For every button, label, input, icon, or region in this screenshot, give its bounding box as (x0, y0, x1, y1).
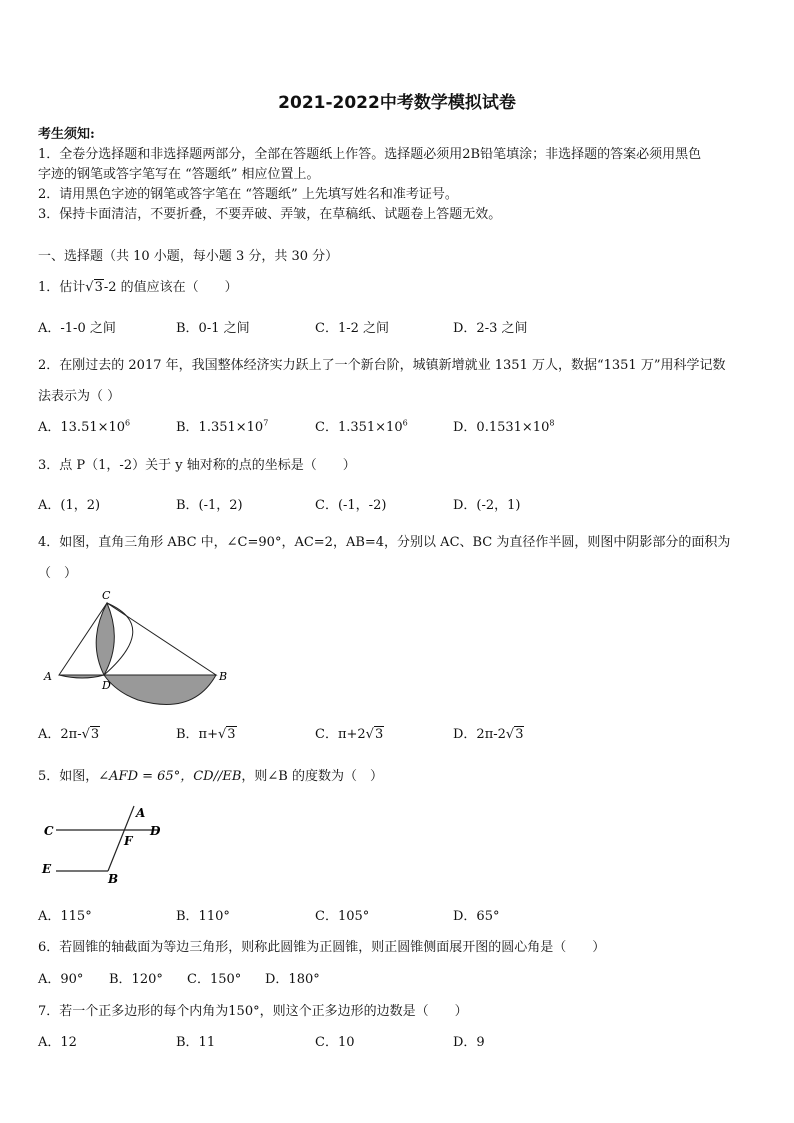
q1-option-c: C．1-2 之间 (315, 321, 390, 336)
question-2-line2: 法表示为（ ） (38, 389, 121, 404)
q3-option-b: B．(-1，2) (176, 498, 243, 513)
q1-suffix: -2 的值应该在（ ） (103, 280, 238, 295)
question-4-line1: 4．如图，直角三角形 ABC 中，∠C=90°，AC=2，AB=4，分别以 AC、BC 为直径作半圆，则图中阴影部分的面积为 (38, 535, 731, 550)
notice-item: 字迹的钢笔或答字笔写在 “答题纸” 相应位置上。 (38, 167, 320, 182)
q6-option-a: A．90° (38, 972, 84, 987)
q2-option-b: B．$1.351\times 10^7$ (176, 418, 269, 435)
q6-option-b: B．120° (109, 972, 163, 987)
q7-option-d: D．9 (453, 1035, 485, 1050)
label-e: E (42, 862, 52, 876)
q6-option-d: D．180° (265, 972, 320, 987)
q3-option-d: D．(-2，1) (453, 498, 521, 513)
label-d: D (150, 824, 161, 838)
q4-option-c: C．π+2√3 (315, 727, 384, 742)
q1-radicand: 3 (94, 280, 103, 295)
q5-option-a: A．115° (38, 909, 92, 924)
q5-figure (38, 802, 178, 892)
question-2-line1: 2．在刚过去的 2017 年，我国整体经济实力跃上了一个新台阶，城镇新增就业 1351 万人，数据“1351 万”用科学记数 (38, 358, 726, 373)
question-3: 3．点 P（1，-2）关于 y 轴对称的点的坐标是（ ） (38, 458, 356, 473)
label-d: D (102, 679, 111, 692)
notice-item: 3．保持卡面清洁，不要折叠，不要弄破、弄皱，在草稿纸、试题卷上答题无效。 (38, 207, 502, 222)
q3-option-a: A．(1，2) (38, 498, 101, 513)
q3-option-c: C．(-1，-2) (315, 498, 387, 513)
notice-heading: 考生须知: (38, 127, 95, 142)
question-7: 7．若一个正多边形的每个内角为150°，则这个正多边形的边数是（ ） (38, 1004, 468, 1019)
section-heading: 一、选择题（共 10 小题，每小题 3 分，共 30 分） (38, 249, 339, 264)
question-6: 6．若圆锥的轴截面为等边三角形，则称此圆锥为正圆锥，则正圆锥侧面展开图的圆心角是（ ） (38, 940, 606, 955)
question-5: 5．如图，∠AFD = 65°，CD//EB，则∠B 的度数为（ ） (38, 769, 383, 784)
q1-option-a: A．-1-0 之间 (38, 321, 116, 336)
q4-option-a: A．2π-√3 (38, 727, 100, 742)
sqrt-symbol: √3 (85, 280, 103, 295)
notice-item: 2．请用黑色字迹的钢笔或答字笔在 “答题纸” 上先填写姓名和准考证号。 (38, 187, 458, 202)
label-c: C (102, 589, 111, 602)
q5-option-d: D．65° (453, 909, 500, 924)
label-a: A (136, 806, 146, 820)
notice-item: 1．全卷分选择题和非选择题两部分，全部在答题纸上作答。选择题必须用2B铅笔填涂；非选择题的答案必须用黑色 (38, 147, 702, 162)
label-b: B (219, 670, 228, 683)
question-4-line2: （ ） (38, 566, 78, 581)
question-1 (38, 276, 238, 295)
q5-option-b: B．110° (176, 909, 230, 924)
q7-option-a: A．12 (38, 1035, 77, 1050)
q1-option-b: B．0-1 之间 (176, 321, 250, 336)
q4-figure (38, 586, 238, 711)
shaded-segment-db (104, 675, 216, 704)
q4-option-b: B．π+√3 (176, 727, 236, 742)
label-f: F (124, 834, 133, 848)
q4-option-d: D．2π-2√3 (453, 727, 524, 742)
q7-option-c: C．10 (315, 1035, 355, 1050)
q6-option-c: C．150° (187, 972, 242, 987)
q5-option-c: C．105° (315, 909, 370, 924)
page-title: 2021-2022中考数学模拟试卷 (278, 93, 516, 113)
label-a: A (44, 670, 52, 683)
triangle-abc (59, 603, 216, 675)
label-c: C (44, 824, 54, 838)
q2-option-d: D．$0.1531\times 10^8$ (453, 418, 555, 435)
shaded-lens-cd (96, 603, 114, 675)
label-b: B (108, 872, 119, 886)
q2-option-a: A．$13.51\times 10^6$ (38, 418, 131, 435)
q5-math: ∠AFD = 65°，CD//EB (98, 769, 242, 784)
q2-option-c: C．$1.351\times 10^6$ (315, 418, 408, 435)
q1-prefix: 1．估计 (38, 280, 86, 295)
q7-option-b: B．11 (176, 1035, 216, 1050)
q1-option-d: D．2-3 之间 (453, 321, 528, 336)
